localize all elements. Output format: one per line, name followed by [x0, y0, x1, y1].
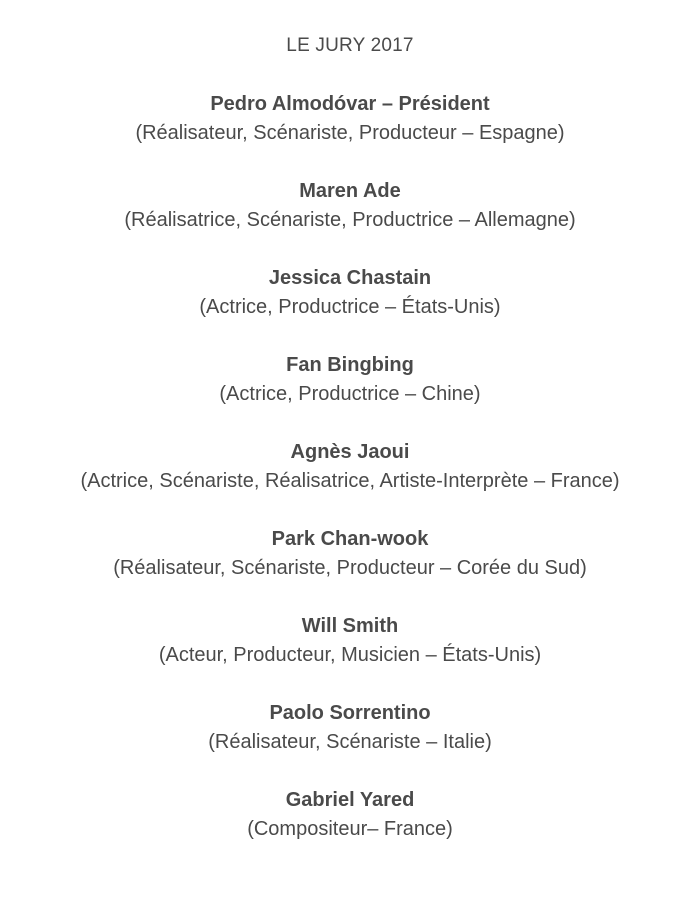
jury-member-role: (Réalisateur, Scénariste – Italie) — [208, 731, 492, 753]
jury-member — [0, 438, 700, 496]
jury-member-role: (Réalisateur, Scénariste, Producteur – Corée du Sud) — [113, 557, 587, 579]
jury-member-role: (Actrice, Productrice – Chine) — [219, 383, 481, 405]
jury-member-name: Paolo Sorrentino — [269, 702, 431, 724]
jury-member-role: (Réalisatrice, Scénariste, Productrice – Allemagne) — [124, 209, 576, 231]
jury-member-name: Fan Bingbing — [286, 354, 414, 376]
jury-member-name: Gabriel Yared — [285, 789, 415, 811]
jury-member-name: Pedro Almodóvar – Président — [210, 93, 490, 115]
jury-member — [0, 264, 700, 322]
jury-member-name: Park Chan-wook — [271, 528, 429, 550]
jury-member-name: Agnès Jaoui — [290, 441, 410, 463]
jury-member — [0, 699, 700, 757]
page-title: LE JURY 2017 — [286, 35, 414, 56]
jury-member — [0, 525, 700, 583]
jury-member — [0, 786, 700, 844]
jury-member — [0, 612, 700, 670]
jury-member-name: Jessica Chastain — [268, 267, 432, 289]
jury-member-role: (Acteur, Producteur, Musicien – États-Unis) — [158, 644, 542, 666]
jury-member-role: (Actrice, Productrice – États-Unis) — [199, 296, 501, 318]
jury-member-role: (Réalisateur, Scénariste, Producteur – Espagne) — [135, 122, 565, 144]
jury-member — [0, 177, 700, 235]
jury-member-role: (Compositeur– France) — [247, 818, 453, 840]
jury-member-name: Will Smith — [301, 615, 399, 637]
jury-member-role: (Actrice, Scénariste, Réalisatrice, Artiste-Interprète – France) — [80, 470, 620, 492]
jury-member — [0, 351, 700, 409]
jury-member-name: Maren Ade — [299, 180, 401, 202]
jury-member — [0, 90, 700, 148]
